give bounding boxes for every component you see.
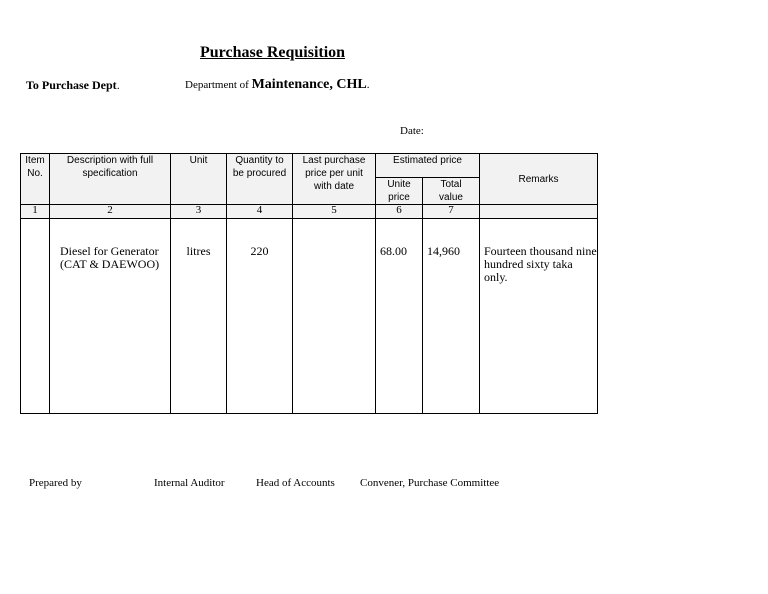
col-number-remarks [480,205,598,219]
header-quantity: Quantity to be procured [227,154,293,205]
header-description: Description with full specification [50,154,171,205]
recipient-label [26,78,120,93]
col-number-7: 7 [423,205,480,219]
signature-internal-auditor: Internal Auditor [154,477,225,489]
cell-quantity: 220 [227,219,293,414]
header-item-no: Item No. [21,154,50,205]
cell-unit: litres [171,219,227,414]
col-number-1: 1 [21,205,50,219]
cell-unit-price: 68.00 [376,219,423,414]
col-number-2: 2 [50,205,171,219]
cell-total-value: 14,960 [423,219,480,414]
signature-head-of-accounts: Head of Accounts [256,477,335,489]
header-estimated-price: Estimated price [376,154,480,178]
header-last-price: Last purchase price per unit with date [293,154,376,205]
cell-item-no [21,219,50,414]
recipient-period: . [116,78,120,92]
page-title: Purchase Requisition [200,44,346,61]
header-unit-price: Unite price [376,178,423,205]
department-line [185,77,369,93]
signature-convener: Convener, Purchase Committee [360,477,500,489]
requisition-table [20,153,598,414]
signature-prepared-by: Prepared by [29,477,82,489]
col-number-6: 6 [376,205,423,219]
cell-description: Diesel for Generator (CAT & DAEWOO) [50,219,171,414]
department-prefix: Department of [185,79,249,91]
department-period: . [366,79,370,91]
date-label: Date: [400,125,424,137]
header-unit: Unit [171,154,227,205]
header-total-value: Total value [423,178,480,205]
col-number-4: 4 [227,205,293,219]
col-number-3: 3 [171,205,227,219]
cell-remarks: Fourteen thousand nine hundred sixty taka only. [480,219,598,414]
recipient-text: To Purchase Dept [26,78,117,92]
cell-last-price [293,219,376,414]
col-number-5: 5 [293,205,376,219]
table-row [21,219,598,414]
header-remarks: Remarks [480,154,598,205]
department-name: Maintenance, CHL [251,77,367,92]
